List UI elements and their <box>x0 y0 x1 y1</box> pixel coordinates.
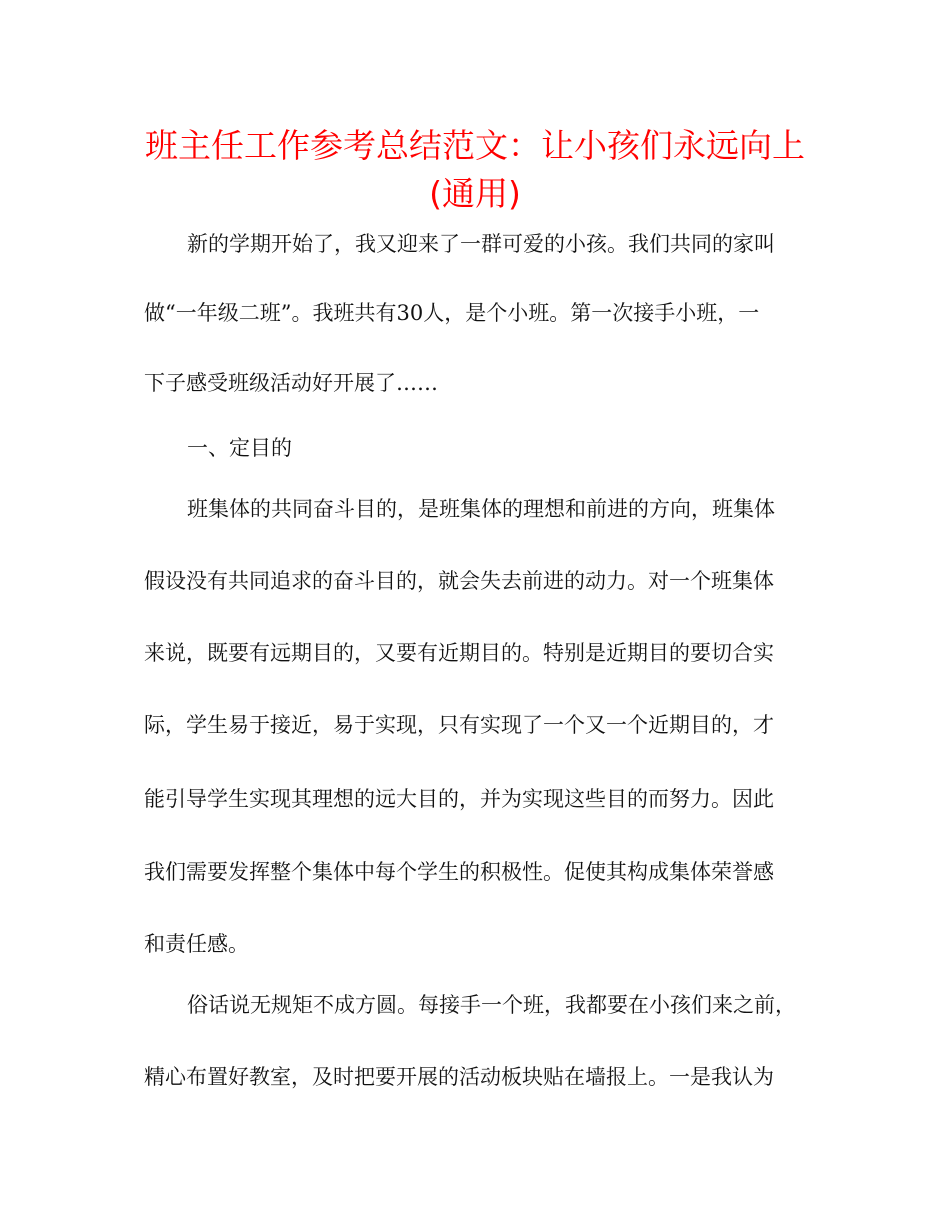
document-title-line-1: 班主任工作参考总结范文：让小孩们永远向上 <box>145 126 805 165</box>
paragraph-2-line-6: 我们需要发挥整个集体中每个学生的积极性。促使其构成集体荣誉感 <box>144 860 774 884</box>
paragraph-1-line-3: 下子感受班级活动好开展了…… <box>144 371 438 395</box>
paragraph-2-line-5: 能引导学生实现其理想的远大目的，并为实现这些目的而努力。因此 <box>144 787 774 811</box>
paragraph-2-line-4: 际，学生易于接近，易于实现，只有实现了一个又一个近期目的，才 <box>144 713 774 737</box>
section-heading-1: 一、定目的 <box>187 436 292 460</box>
paragraph-3-line-2: 精心布置好教室，及时把要开展的活动板块贴在墙报上。一是我认为 <box>144 1065 774 1089</box>
paragraph-1-line-2: 做“一年级二班”。我班共有30人，是个小班。第一次接手小班，一 <box>144 301 760 325</box>
paragraph-2-line-7: 和责任感。 <box>144 932 249 956</box>
document-title-line-2: (通用) <box>429 174 521 213</box>
paragraph-2-line-3: 来说，既要有远期目的，又要有近期目的。特别是近期目的要切合实 <box>144 641 774 665</box>
paragraph-3-line-1: 俗话说无规矩不成方圆。每接手一个班，我都要在小孩们来之前， <box>187 993 796 1017</box>
paragraph-1-line-1: 新的学期开始了，我又迎来了一群可爱的小孩。我们共同的家叫 <box>187 232 775 256</box>
paragraph-2-line-1: 班集体的共同奋斗目的，是班集体的理想和前进的方向，班集体 <box>187 497 775 521</box>
paragraph-2-line-2: 假设没有共同追求的奋斗目的，就会失去前进的动力。对一个班集体 <box>144 569 774 593</box>
